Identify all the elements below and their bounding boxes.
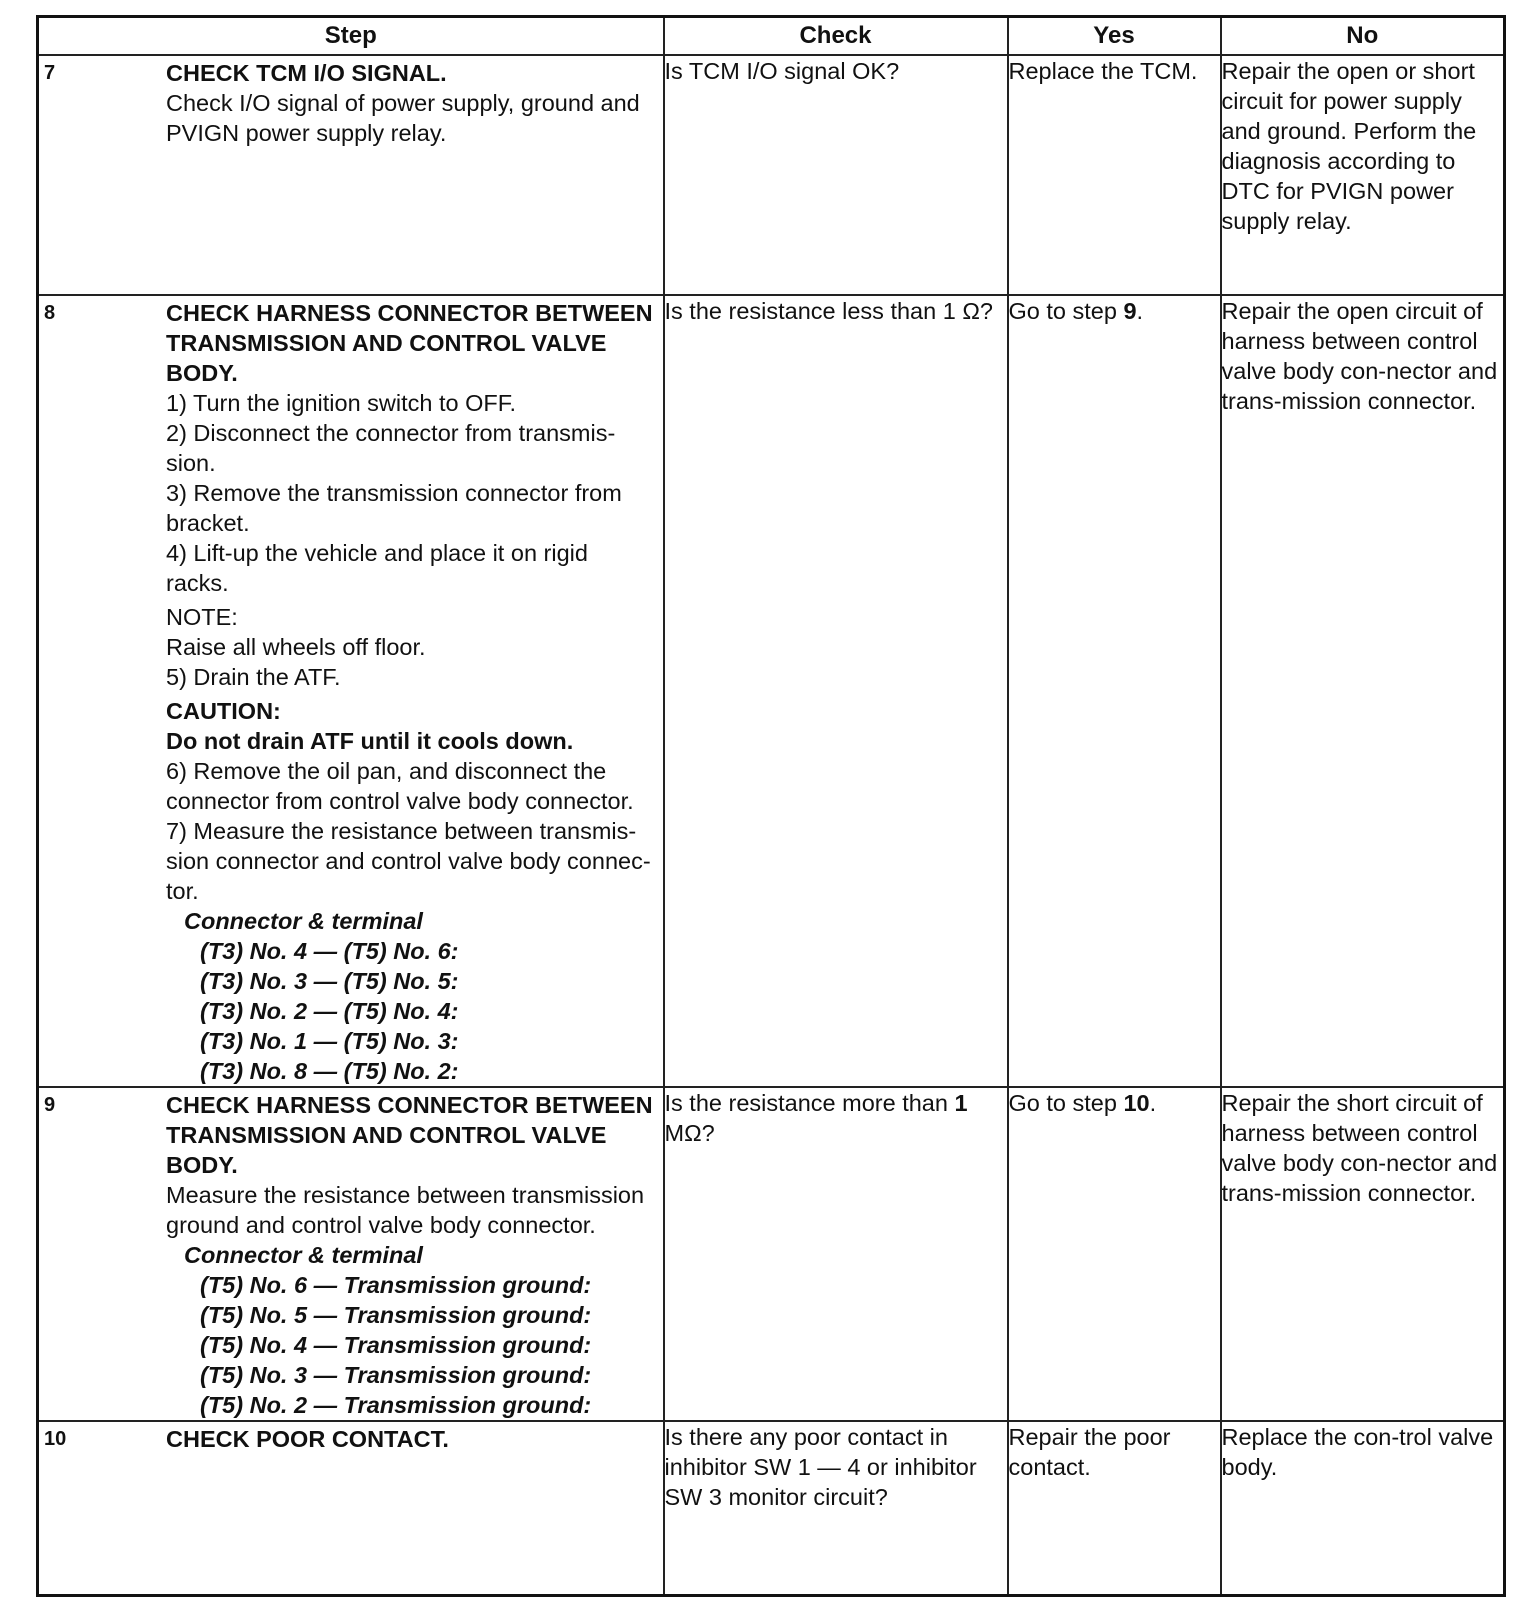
- procedure-step: 2) Disconnect the connector from transmis-sion.: [166, 420, 616, 476]
- yes-step-link: 9: [1123, 298, 1137, 324]
- check-prefix: Is the resistance more than: [664, 1090, 955, 1116]
- step-number: 10: [44, 1428, 67, 1450]
- step-number: 9: [44, 1094, 56, 1116]
- check-value: 1: [954, 1090, 968, 1116]
- table-row: [38, 1087, 1505, 1421]
- header-check: Check: [664, 17, 1008, 56]
- connector-terminal: (T3) No. 4 — (T5) No. 6:: [200, 938, 459, 964]
- yes-suffix: .: [1136, 298, 1144, 324]
- step-cell: [38, 295, 664, 1087]
- step-title: CHECK TCM I/O SIGNAL.: [166, 60, 447, 86]
- header-no: No: [1221, 17, 1505, 56]
- connector-terminal: (T5) No. 4 — Transmission ground:: [200, 1332, 592, 1358]
- yes-cell: [1008, 1087, 1221, 1421]
- connector-terminal: (T3) No. 1 — (T5) No. 3:: [200, 1028, 459, 1054]
- step-description: Measure the resistance between transmission ground and control valve body connector.: [166, 1182, 645, 1238]
- step-number: 7: [44, 62, 56, 84]
- connector-terminal: (T3) No. 2 — (T5) No. 4:: [200, 998, 459, 1024]
- note-text: Raise all wheels off floor.: [166, 634, 426, 660]
- caution-text: Do not drain ATF until it cools down.: [166, 728, 574, 754]
- procedure-step: 1) Turn the ignition switch to OFF.: [166, 390, 517, 416]
- yes-cell: Replace the TCM.: [1008, 55, 1221, 295]
- connector-label: Connector & terminal: [184, 908, 423, 934]
- connector-terminal: (T5) No. 5 — Transmission ground:: [200, 1302, 592, 1328]
- yes-suffix: .: [1149, 1090, 1157, 1116]
- check-cell: Is the resistance less than 1 Ω?: [664, 295, 1008, 1087]
- connector-terminal: (T5) No. 3 — Transmission ground:: [200, 1362, 592, 1388]
- step-number: 8: [44, 302, 56, 324]
- connector-label: Connector & terminal: [184, 1242, 423, 1268]
- note-label: NOTE:: [166, 604, 238, 630]
- caution-label: CAUTION:: [166, 698, 281, 724]
- step-cell: [38, 55, 664, 295]
- connector-terminal: (T3) No. 3 — (T5) No. 5:: [200, 968, 459, 994]
- header-row: [38, 17, 1505, 56]
- check-cell: Is there any poor contact in inhibitor SW 1 — 4 or inhibitor SW 3 monitor circuit?: [664, 1421, 1008, 1596]
- step-cell: [38, 1087, 664, 1421]
- yes-step-link: 10: [1123, 1090, 1150, 1116]
- no-cell: Repair the short circuit of harness between control valve body con-nector and trans-mission connector.: [1221, 1087, 1505, 1421]
- check-cell: Is TCM I/O signal OK?: [664, 55, 1008, 295]
- connector-terminal: (T5) No. 2 — Transmission ground:: [200, 1392, 592, 1418]
- step-cell: [38, 1421, 664, 1596]
- procedure-step: 6) Remove the oil pan, and disconnect the connector from control valve body connector.: [166, 758, 634, 814]
- connector-terminal: (T5) No. 6 — Transmission ground:: [200, 1272, 592, 1298]
- diagnostic-table: [36, 15, 1506, 1597]
- step-title: CHECK HARNESS CONNECTOR BETWEEN TRANSMISSION AND CONTROL VALVE BODY.: [166, 1092, 653, 1178]
- check-suffix: MΩ?: [664, 1120, 715, 1146]
- connector-terminal: (T3) No. 8 — (T5) No. 2:: [200, 1058, 459, 1084]
- yes-prefix: Go to step: [1008, 298, 1124, 324]
- table-row: [38, 295, 1505, 1087]
- yes-cell: [1008, 295, 1221, 1087]
- yes-cell: Repair the poor contact.: [1008, 1421, 1221, 1596]
- header-yes: Yes: [1008, 17, 1221, 56]
- check-cell: [664, 1087, 1008, 1421]
- no-cell: Repair the open circuit of harness between control valve body con-nector and trans-mission connector.: [1221, 295, 1505, 1087]
- step-title: CHECK POOR CONTACT.: [166, 1426, 449, 1452]
- procedure-step: 7) Measure the resistance between transmis-sion connector and control valve body connec-tor.: [166, 818, 651, 904]
- procedure-step: 4) Lift-up the vehicle and place it on rigid racks.: [166, 540, 588, 596]
- table-row: [38, 1421, 1505, 1596]
- step-title: CHECK HARNESS CONNECTOR BETWEEN TRANSMISSION AND CONTROL VALVE BODY.: [166, 300, 653, 386]
- step-description: Check I/O signal of power supply, ground and PVIGN power supply relay.: [166, 90, 640, 146]
- procedure-step: 5) Drain the ATF.: [166, 664, 341, 690]
- no-cell: Replace the con-trol valve body.: [1221, 1421, 1505, 1596]
- table-row: [38, 55, 1505, 295]
- header-step: Step: [38, 17, 664, 56]
- yes-prefix: Go to step: [1008, 1090, 1124, 1116]
- no-cell: Repair the open or short circuit for power supply and ground. Perform the diagnosis according to DTC for PVIGN power supply relay.: [1221, 55, 1505, 295]
- procedure-step: 3) Remove the transmission connector from bracket.: [166, 480, 622, 536]
